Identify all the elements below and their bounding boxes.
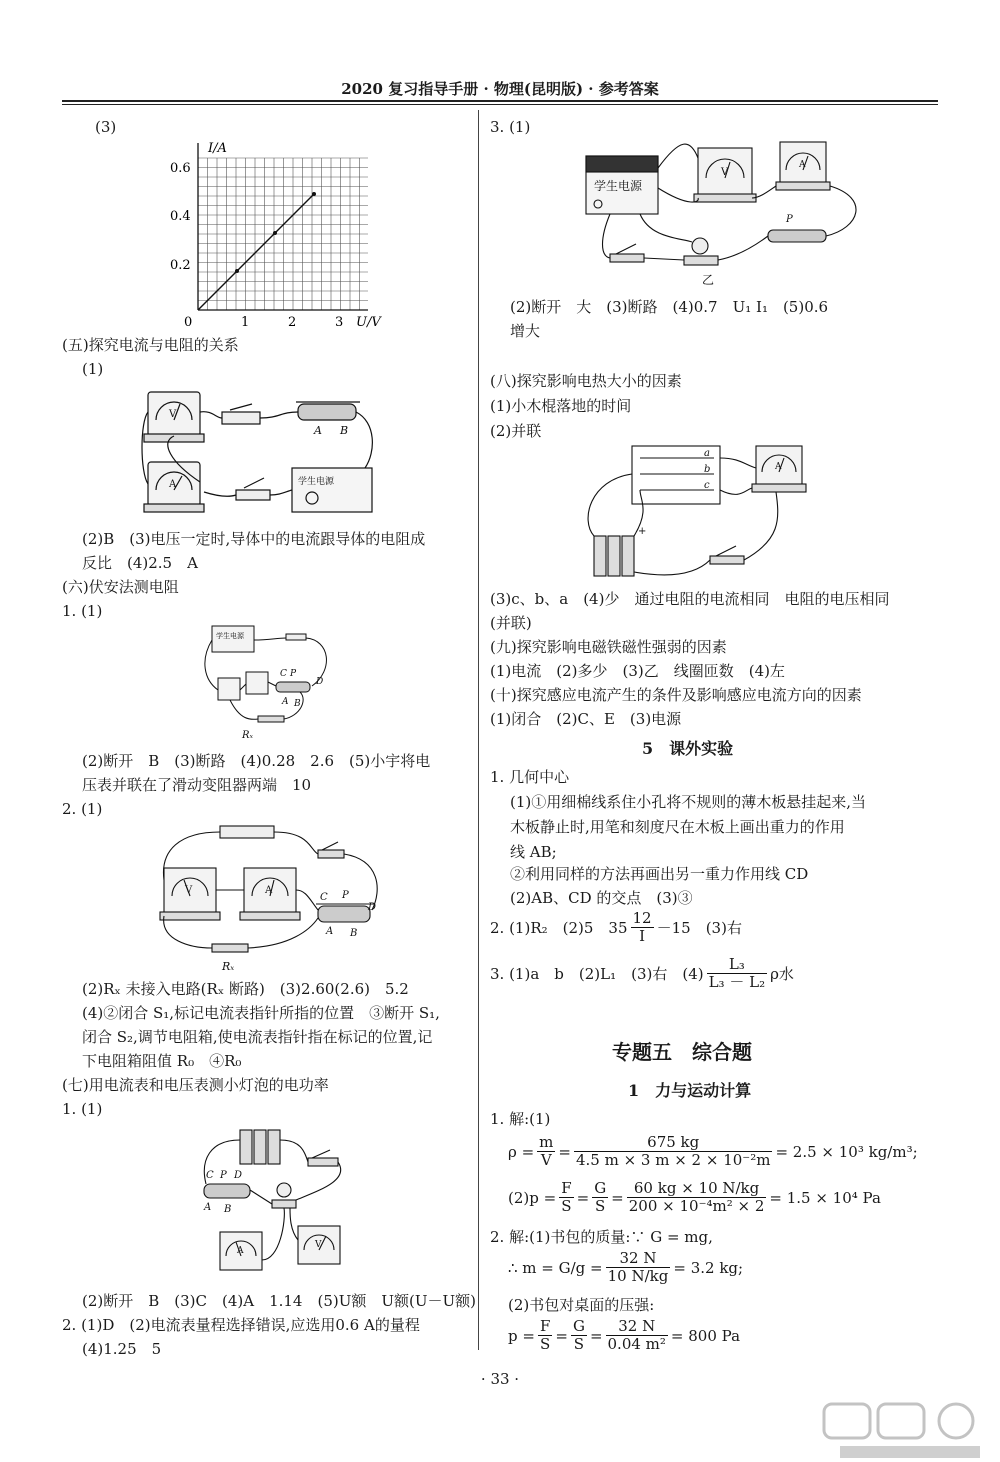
- graph-xlabel: U/V: [356, 315, 381, 330]
- section-6-q2-answer-line2: (4)②闭合 S₁,标记电流表指针所指的位置 ③断开 S₁,: [82, 1004, 440, 1022]
- extra-q3-answer: [490, 956, 794, 991]
- section-8-title: (八)探究影响电热大小的因素: [490, 372, 682, 390]
- rheostat-label: A: [326, 926, 334, 937]
- rheostat-label: A: [282, 697, 289, 707]
- section-9-answer: (1)电流 (2)多少 (3)乙 线圈匝数 (4)左: [490, 662, 785, 680]
- resistor-wire-label: a: [704, 448, 710, 459]
- resistor-wire-label: b: [704, 464, 711, 475]
- xtick: 0: [184, 315, 193, 330]
- eq-text: =: [611, 1188, 624, 1207]
- fraction-numerator: G: [594, 1179, 607, 1197]
- section-6-q1-answer-line1: (2)断开 B (3)断路 (4)0.28 2.6 (5)小宇将电: [82, 752, 431, 770]
- graph-ylabel: I/A: [208, 141, 227, 156]
- section-7-q2-answer-line2: (4)1.25 5: [82, 1340, 162, 1358]
- eq-text: = 1.5 × 10⁴ Pa: [769, 1188, 881, 1207]
- fraction: [537, 1134, 555, 1169]
- eq-text: =: [576, 1188, 590, 1207]
- fraction: [606, 1250, 671, 1285]
- fraction-denominator: S: [540, 1335, 551, 1353]
- calc-q2-eq2: [508, 1318, 740, 1353]
- fraction-denominator: V: [540, 1151, 552, 1169]
- section-6-q2: 2. (1): [62, 800, 103, 818]
- fraction-numerator: G: [572, 1317, 585, 1335]
- rheostat-label: P: [342, 890, 349, 901]
- rheostat-label: P: [786, 214, 793, 225]
- fraction-denominator: S: [561, 1197, 572, 1215]
- extra-q2-tail: －15 (3)右: [656, 919, 742, 937]
- right-q3-answer-line2: 增大: [510, 322, 541, 340]
- extra-q1-answer-4: ②利用同样的方法再画出另一重力作用线 CD: [510, 865, 809, 883]
- voltmeter-label: V: [169, 409, 177, 420]
- battery-plus: +: [638, 526, 647, 537]
- right-q3: 3. (1): [490, 118, 531, 136]
- fraction-numerator: L₃: [707, 956, 768, 974]
- fraction-denominator: 10 N/kg: [607, 1267, 669, 1285]
- eq-text: ρ =: [508, 1142, 535, 1161]
- rheostat-label: C: [280, 669, 287, 679]
- ytick: 0.2: [170, 258, 191, 273]
- section-6-title: (六)伏安法测电阻: [62, 578, 179, 596]
- ytick: 0.4: [170, 209, 191, 224]
- section-10-answer: (1)闭合 (2)C、E (3)电源: [490, 710, 682, 728]
- xtick: 2: [288, 315, 297, 330]
- column-divider: [478, 110, 479, 1350]
- section-7-q1-answer: (2)断开 B (3)C (4)A 1.14 (5)U额 U额(U－U额): [82, 1292, 476, 1310]
- circuit-diagram-6-1: [200, 620, 340, 745]
- rheostat-label: A: [314, 424, 322, 437]
- resistor-label: Rₓ: [222, 960, 235, 973]
- rheostat-label: A: [204, 1202, 212, 1213]
- section-5-title: (五)探究电流与电阻的关系: [62, 336, 239, 354]
- fraction-denominator: S: [573, 1335, 585, 1353]
- fraction-numerator: 675 kg: [574, 1134, 772, 1152]
- section-5-answer-line2: 反比 (4)2.5 A: [82, 554, 198, 572]
- rheostat-label: D: [368, 902, 377, 913]
- ammeter-label: A: [799, 160, 806, 170]
- extra-q3-tail: ρ水: [770, 965, 794, 983]
- header-rule: [62, 100, 938, 102]
- iu-graph: [168, 138, 398, 338]
- rheostat-label: B: [340, 424, 349, 437]
- chapter-5-title: 5 课外实验: [642, 739, 734, 758]
- section-6-q1-answer-line2: 压表并联在了滑动变阻器两端 10: [82, 776, 312, 794]
- fraction: [538, 1318, 552, 1353]
- section-5-item-1: (1): [82, 360, 104, 378]
- fraction-denominator: L₃ － L₂: [708, 973, 766, 991]
- header-rule-thin: [62, 104, 938, 105]
- voltmeter-label: V: [721, 167, 729, 178]
- data-point: [312, 192, 316, 196]
- calc-q1-eq1: [508, 1134, 918, 1169]
- extra-q1: 1. 几何中心: [490, 768, 570, 786]
- fraction: [592, 1180, 608, 1215]
- fraction-numerator: 32 N: [606, 1250, 671, 1268]
- fraction: [574, 1134, 772, 1169]
- power-supply-label: 学生电源: [216, 632, 244, 640]
- fraction-numerator: m: [539, 1133, 554, 1151]
- extra-q1-answer-3: 线 AB;: [510, 843, 557, 861]
- xtick: 1: [241, 315, 250, 330]
- fraction-numerator: 32 N: [606, 1318, 668, 1336]
- section-7-q2-answer-line1: 2. (1)D (2)电流表量程选择错误,应选用0.6 A的量程: [62, 1316, 420, 1334]
- section-10-title: (十)探究感应电流产生的条件及影响感应电流方向的因素: [490, 686, 862, 704]
- section-6-q2-answer-line3: 闭合 S₂,调节电阻箱,使电流表指针指在标记的位置,记: [82, 1028, 433, 1046]
- voltmeter-label: V: [315, 1240, 322, 1250]
- section-6-q2-answer-line1: (2)Rₓ 未接入电路(Rₓ 断路) (3)2.60(2.6) 5.2: [82, 980, 409, 998]
- resistor-label: Rₓ: [242, 730, 254, 741]
- section-5-answer-line1: (2)B (3)电压一定时,导体中的电流跟导体的电阻成: [82, 530, 426, 548]
- fraction: [571, 1318, 587, 1353]
- section-7-q1: 1. (1): [62, 1100, 103, 1118]
- ammeter-label: A: [265, 885, 273, 896]
- eq-text: = 800 Pa: [670, 1326, 741, 1345]
- section-8-answer-4: (并联): [490, 614, 532, 632]
- eq-text: ∴ m = G/g =: [508, 1258, 603, 1277]
- rheostat-label: P: [220, 1170, 227, 1181]
- extra-q1-answer-5: (2)AB、CD 的交点 (3)③: [510, 889, 693, 907]
- calc-q2-answer-2: (2)书包对桌面的压强:: [508, 1296, 655, 1314]
- extra-q1-answer-1: (1)①用细棉线系住小孔将不规则的薄木板悬挂起来,当: [510, 793, 867, 811]
- ammeter-label: A: [775, 462, 782, 472]
- figure-caption: 乙: [702, 273, 715, 287]
- right-q3-answer-line1: (2)断开 大 (3)断路 (4)0.7 U₁ I₁ (5)0.6: [510, 298, 829, 316]
- eq-text: p =: [508, 1326, 535, 1345]
- eq-text: =: [589, 1326, 603, 1345]
- power-supply-label: 学生电源: [298, 477, 335, 487]
- extra-q2-text: 2. (1)R₂ (2)5 35: [490, 919, 628, 937]
- fraction-numerator: F: [539, 1317, 551, 1335]
- section-8-answer-1: (1)小木棍落地的时间: [490, 397, 632, 415]
- data-point: [273, 231, 277, 235]
- resistor-wire-label: c: [704, 480, 710, 491]
- xtick: 3: [335, 315, 344, 330]
- calc-q2-eq1: [508, 1250, 743, 1285]
- circuit-diagram-8: [580, 440, 810, 585]
- rheostat-label: B: [294, 699, 301, 709]
- rheostat-label: B: [350, 928, 358, 939]
- power-supply-label: 学生电源: [594, 179, 643, 193]
- section-9-title: (九)探究影响电磁铁磁性强弱的因素: [490, 638, 727, 656]
- topic-title: 专题五 综合题: [612, 1040, 752, 1064]
- fraction: [606, 1318, 668, 1353]
- rheostat-label: B: [224, 1204, 232, 1215]
- rheostat-label: C: [206, 1170, 214, 1181]
- ytick: 0.6: [170, 161, 191, 176]
- section-8-answer-3: (3)c、b、a (4)少 通过电阻的电流相同 电阻的电压相同: [490, 590, 890, 608]
- fraction-numerator: 12: [632, 909, 652, 927]
- section-6-q2-answer-line4: 下电阻箱阻值 R₀ ④R₀: [82, 1052, 242, 1070]
- watermark-logo: [820, 1400, 990, 1462]
- item-3: (3): [95, 118, 117, 136]
- section-6-q1: 1. (1): [62, 602, 103, 620]
- fraction-denominator: S: [595, 1197, 606, 1215]
- fraction: [627, 1180, 767, 1215]
- extra-q1-answer-2: 木板静止时,用笔和刻度尺在木板上画出重力的作用: [510, 818, 845, 836]
- fraction-denominator: 0.04 m²: [607, 1335, 666, 1353]
- calc-q2: 2. 解:(1)书包的质量:∵ G = mg,: [490, 1228, 713, 1246]
- circuit-diagram-6-2: [150, 820, 390, 975]
- eq-text: =: [558, 1142, 571, 1161]
- data-point: [235, 269, 239, 273]
- eq-text: = 3.2 kg;: [673, 1258, 744, 1277]
- fraction: [559, 1180, 573, 1215]
- fraction-numerator: F: [561, 1179, 572, 1197]
- fraction-denominator: I: [639, 927, 646, 945]
- section-8-answer-2: (2)并联: [490, 422, 542, 440]
- iu-line: [198, 194, 314, 310]
- calc-q1-eq2: [508, 1180, 881, 1215]
- circuit-diagram-3: [580, 138, 880, 288]
- fraction-numerator: 60 kg × 10 N/kg: [627, 1180, 767, 1198]
- fraction: [631, 910, 654, 945]
- rheostat-label: P: [290, 669, 297, 679]
- fraction: [707, 956, 768, 991]
- eq-text: (2)p =: [508, 1188, 557, 1207]
- page-number: · 33 ·: [480, 1370, 520, 1388]
- page-header: 2020 复习指导手册 · 物理(昆明版) · 参考答案: [341, 80, 659, 98]
- rheostat-label: D: [316, 677, 324, 687]
- eq-text: = 2.5 × 10³ kg/m³;: [775, 1142, 918, 1161]
- rheostat-label: D: [234, 1170, 243, 1181]
- fraction-denominator: 4.5 m × 3 m × 2 × 10⁻²m: [575, 1151, 771, 1169]
- calc-q1: 1. 解:(1): [490, 1110, 551, 1128]
- eq-text: =: [555, 1326, 568, 1345]
- circuit-diagram-5: [140, 382, 380, 522]
- extra-q2-answer: [490, 910, 742, 945]
- ammeter-label: A: [237, 1246, 244, 1256]
- ammeter-label: A: [169, 479, 177, 490]
- extra-q3-text: 3. (1)a b (2)L₁ (3)右 (4): [490, 965, 704, 983]
- voltmeter-label: V: [185, 885, 193, 896]
- fraction-denominator: 200 × 10⁻⁴m² × 2: [628, 1197, 765, 1215]
- section-7-title: (七)用电流表和电压表测小灯泡的电功率: [62, 1076, 329, 1094]
- circuit-diagram-7: [190, 1120, 360, 1290]
- rheostat-label: C: [320, 892, 328, 903]
- subsection-1-title: 1 力与运动计算: [628, 1081, 752, 1100]
